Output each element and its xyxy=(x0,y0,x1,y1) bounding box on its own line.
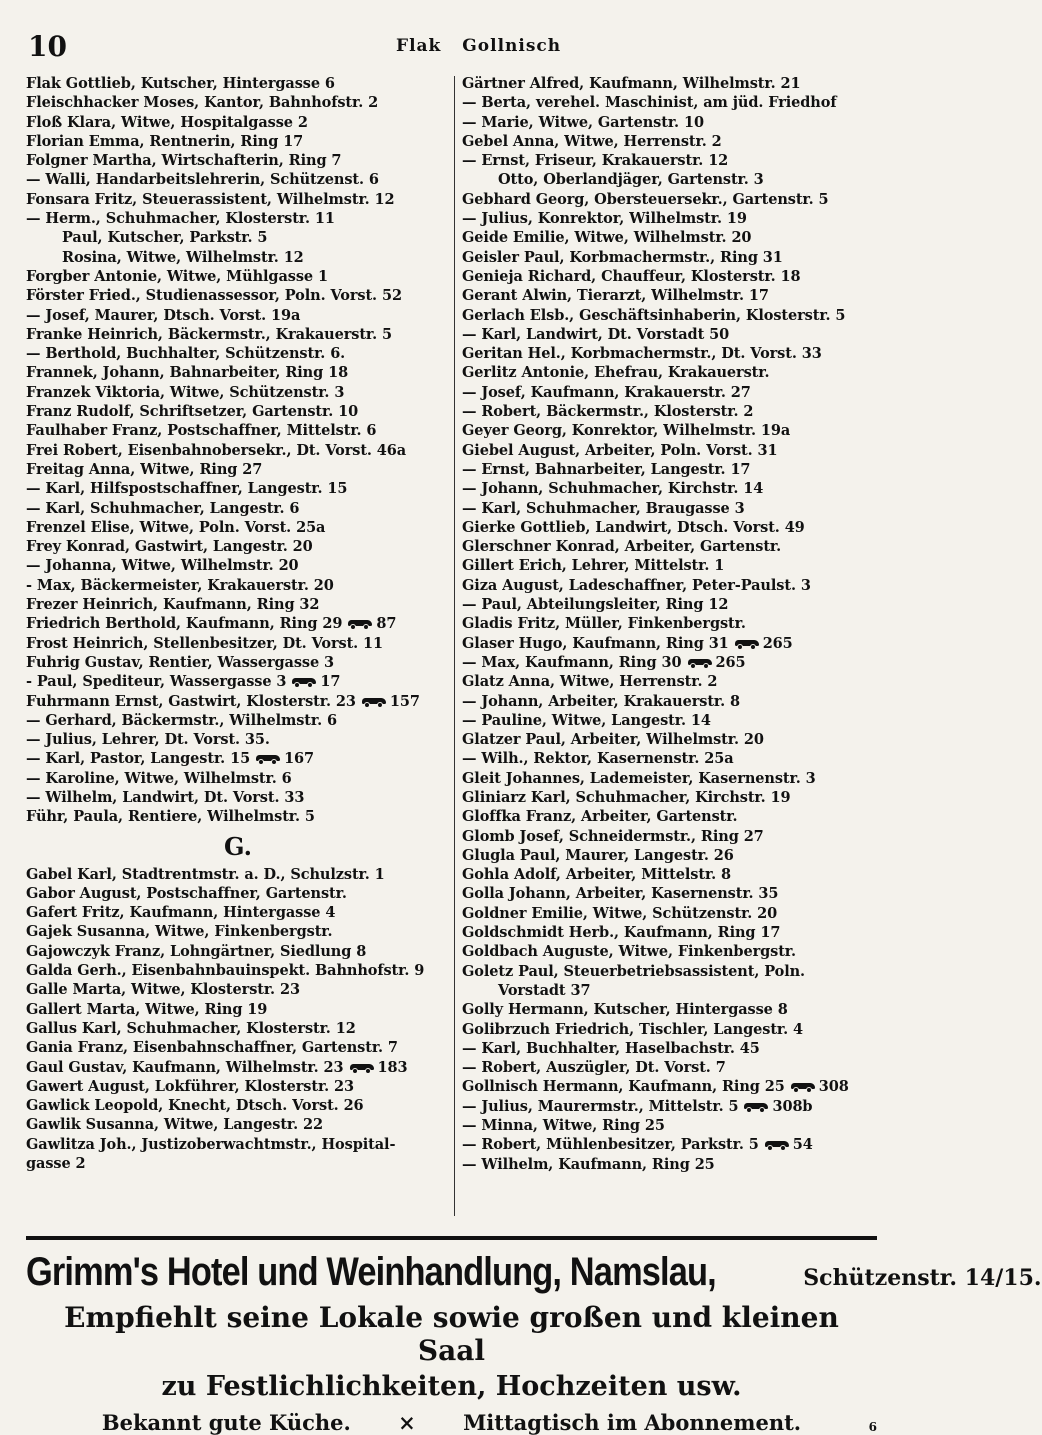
directory-entry xyxy=(462,769,882,788)
directory-entry xyxy=(462,672,882,691)
directory-entry xyxy=(462,827,882,846)
guide-word-first: Flak xyxy=(396,36,442,56)
car-telephone-icon xyxy=(791,1081,815,1092)
directory-entry xyxy=(26,460,450,479)
entry-text: Franke Heinrich, Bäckermstr., Krakauerstr. 5 xyxy=(26,325,393,343)
entry-text: — Karl, Schuhmacher, Langestr. 6 xyxy=(26,499,300,517)
directory-entry xyxy=(26,556,450,575)
entry-text: — Ernst, Friseur, Krakauerstr. 12 xyxy=(462,152,729,170)
entry-text: — Max, Kaufmann, Ring 30 xyxy=(462,653,682,671)
directory-entry xyxy=(462,170,882,189)
entry-text: — Minna, Witwe, Ring 25 xyxy=(462,1117,665,1135)
phone-number: 17 xyxy=(320,673,341,691)
entry-text: Gajowczyk Franz, Lohngärtner, Siedlung 8 xyxy=(26,942,367,960)
directory-entry xyxy=(462,923,882,942)
directory-entry xyxy=(26,807,450,826)
entry-text: — Pauline, Witwe, Langestr. 14 xyxy=(462,711,711,729)
entry-text: Gerlitz Antonie, Ehefrau, Krakauerstr. xyxy=(462,364,770,382)
entry-text: — Julius, Maurermstr., Mittelstr. 5 xyxy=(462,1097,739,1115)
directory-entry xyxy=(462,1039,882,1058)
directory-entry xyxy=(26,151,450,170)
entry-text: Führ, Paula, Rentiere, Wilhelmstr. 5 xyxy=(26,808,315,826)
entry-text: Gollnisch Hermann, Kaufmann, Ring 25 xyxy=(462,1078,785,1096)
entry-text: Gafert Fritz, Kaufmann, Hintergasse 4 xyxy=(26,904,336,922)
ad-offer-line: Empfiehlt seine Lokale sowie großen und kleinen Saal xyxy=(64,1301,839,1367)
entry-text: — Robert, Auszügler, Dt. Vorst. 7 xyxy=(462,1059,726,1077)
phone-number: 183 xyxy=(377,1058,408,1076)
entry-text: Gallus Karl, Schuhmacher, Klosterstr. 12 xyxy=(26,1019,356,1037)
entry-text: Geyer Georg, Konrektor, Wilhelmstr. 19a xyxy=(462,422,791,440)
entry-text: — Robert, Mühlenbesitzer, Parkstr. 5 xyxy=(462,1136,759,1154)
entry-text: Geritan Hel., Korbmachermstr., Dt. Vorst. 33 xyxy=(462,345,822,363)
car-telephone-icon xyxy=(362,696,386,707)
entry-text: Fleischhacker Moses, Kantor, Bahnhofstr. 2 xyxy=(26,94,379,112)
directory-entry xyxy=(26,306,450,325)
directory-entry xyxy=(462,807,882,826)
directory-entry xyxy=(462,981,882,1000)
directory-entry xyxy=(26,614,450,633)
directory-entry xyxy=(26,1058,450,1077)
advertisement xyxy=(26,1236,1042,1435)
directory-entry xyxy=(26,653,450,672)
phone-number: 167 xyxy=(284,750,315,768)
directory-entry xyxy=(462,267,882,286)
entry-text: Gawert August, Lokführer, Klosterstr. 23 xyxy=(26,1077,355,1095)
entry-text: Gebhard Georg, Obersteuersekr., Gartenstr. 5 xyxy=(462,190,829,208)
directory-entry xyxy=(26,942,450,961)
directory-entry xyxy=(26,1019,450,1038)
directory-entry xyxy=(462,1020,882,1039)
directory-entry xyxy=(462,344,882,363)
entry-text: Gabel Karl, Stadtrentmstr. a. D., Schulzstr. 1 xyxy=(26,865,385,883)
ad-corner-mark: 6 xyxy=(868,1420,877,1434)
directory-entry xyxy=(26,228,450,247)
car-telephone-icon xyxy=(744,1101,768,1112)
entry-text: Faulhaber Franz, Postschaffner, Mittelstr. 6 xyxy=(26,422,377,440)
entry-text: Gania Franz, Eisenbahnschaffner, Gartenstr. 7 xyxy=(26,1039,398,1057)
car-telephone-icon xyxy=(348,618,372,629)
directory-entry xyxy=(26,170,450,189)
entry-text: Gawlick Leopold, Knecht, Dtsch. Vorst. 26 xyxy=(26,1097,364,1115)
page-number: 10 xyxy=(28,30,67,63)
directory-entry xyxy=(462,846,882,865)
entry-text: Golly Hermann, Kutscher, Hintergasse 8 xyxy=(462,1001,788,1019)
entry-text: Gladis Fritz, Müller, Finkenbergstr. xyxy=(462,615,746,633)
entry-text: Frezer Heinrich, Kaufmann, Ring 32 xyxy=(26,596,320,614)
phone-number: 265 xyxy=(715,653,746,671)
directory-entry xyxy=(462,884,882,903)
directory-entry xyxy=(26,692,450,711)
directory-entry xyxy=(26,1115,450,1134)
entry-text: Gerant Alwin, Tierarzt, Wilhelmstr. 17 xyxy=(462,287,769,305)
directory-entry xyxy=(462,653,882,672)
directory-entry xyxy=(462,479,882,498)
entry-text: Frey Konrad, Gastwirt, Langestr. 20 xyxy=(26,538,313,556)
entry-text: Floß Klara, Witwe, Hospitalgasse 2 xyxy=(26,113,308,131)
phone-number: 308b xyxy=(772,1097,813,1115)
directory-entry xyxy=(26,672,450,691)
directory-entry xyxy=(462,749,882,768)
directory-entry xyxy=(462,576,882,595)
entry-text: Gaul Gustav, Kaufmann, Wilhelmstr. 23 xyxy=(26,1058,344,1076)
entry-text: Glerschner Konrad, Arbeiter, Gartenstr. xyxy=(462,538,782,556)
entry-text: Gabor August, Postschaffner, Gartenstr. xyxy=(26,884,347,902)
entry-text: Genieja Richard, Chauffeur, Klosterstr. 18 xyxy=(462,267,801,285)
directory-entry xyxy=(26,248,450,267)
directory-entry xyxy=(462,1135,882,1154)
directory-entry xyxy=(26,1038,450,1057)
entry-text: — Josef, Maurer, Dtsch. Vorst. 19a xyxy=(26,306,301,324)
directory-entry xyxy=(26,769,450,788)
directory-entry xyxy=(462,1000,882,1019)
entry-text: Goldbach Auguste, Witwe, Finkenbergstr. xyxy=(462,943,796,961)
entry-text: Folgner Martha, Wirtschafterin, Ring 7 xyxy=(26,152,342,170)
directory-entry xyxy=(26,190,450,209)
directory-entry xyxy=(26,132,450,151)
directory-entry xyxy=(462,209,882,228)
directory-entry xyxy=(462,93,882,112)
entry-text: — Berta, verehel. Maschinist, am jüd. Friedhof xyxy=(462,94,837,112)
entry-text: Frost Heinrich, Stellenbesitzer, Dt. Vorst. 11 xyxy=(26,634,384,652)
directory-entry xyxy=(462,537,882,556)
directory-entry xyxy=(462,228,882,247)
entry-text: Gliniarz Karl, Schuhmacher, Kirchstr. 19 xyxy=(462,788,791,806)
directory-entry xyxy=(462,113,882,132)
car-telephone-icon xyxy=(350,1062,374,1073)
entry-text: Franz Rudolf, Schriftsetzer, Gartenstr. 10 xyxy=(26,403,359,421)
entry-text: — Wilhelm, Kaufmann, Ring 25 xyxy=(462,1155,715,1173)
ad-title: Grimm's Hotel und Weinhandlung, Namslau, xyxy=(26,1250,716,1294)
car-telephone-icon xyxy=(292,676,316,687)
directory-entry xyxy=(26,1096,450,1115)
directory-entry xyxy=(462,730,882,749)
entry-text: Galda Gerh., Eisenbahnbauinspekt. Bahnhofstr. 9 xyxy=(26,962,425,980)
directory-entry xyxy=(26,1000,450,1019)
entry-text: — Ernst, Bahnarbeiter, Langestr. 17 xyxy=(462,460,751,478)
entry-text: Franzek Viktoria, Witwe, Schützenstr. 3 xyxy=(26,383,345,401)
entry-text: Paul, Kutscher, Parkstr. 5 xyxy=(62,229,268,247)
entry-text: — Berthold, Buchhalter, Schützenstr. 6. xyxy=(26,345,346,363)
directory-entry xyxy=(26,788,450,807)
directory-entry xyxy=(462,248,882,267)
directory-entry xyxy=(462,634,882,653)
directory-entry xyxy=(26,1135,450,1154)
directory-entry xyxy=(26,595,450,614)
entry-text: Flak Gottlieb, Kutscher, Hintergasse 6 xyxy=(26,75,335,92)
directory-entry xyxy=(26,749,450,768)
directory-entry xyxy=(26,421,450,440)
entry-text: — Herm., Schuhmacher, Klosterstr. 11 xyxy=(26,210,335,228)
phone-number: 87 xyxy=(376,615,397,633)
directory-entry xyxy=(26,325,450,344)
entry-text: Gärtner Alfred, Kaufmann, Wilhelmstr. 21 xyxy=(462,75,801,92)
directory-entry xyxy=(462,306,882,325)
entry-text: — Karl, Hilfspostschaffner, Langestr. 15 xyxy=(26,480,348,498)
directory-entry xyxy=(462,904,882,923)
column-divider xyxy=(454,76,455,1216)
entry-text: Gebel Anna, Witwe, Herrenstr. 2 xyxy=(462,132,722,150)
entry-text: Gajek Susanna, Witwe, Finkenbergstr. xyxy=(26,923,333,941)
directory-entry xyxy=(462,1097,882,1116)
ad-occasions-line: zu Festlichlichkeiten, Hochzeiten usw. xyxy=(161,1371,742,1402)
directory-entry xyxy=(462,1077,882,1096)
running-head xyxy=(396,36,561,56)
phone-number: 157 xyxy=(389,692,420,710)
entry-text: Glaser Hugo, Kaufmann, Ring 31 xyxy=(462,634,729,652)
phone-number: 265 xyxy=(762,634,793,652)
phone-number: 54 xyxy=(792,1136,813,1154)
entry-text: Golibrzuch Friedrich, Tischler, Langestr. 4 xyxy=(462,1020,804,1038)
directory-entry xyxy=(26,884,450,903)
entry-text: gasse 2 xyxy=(26,1155,86,1173)
directory-entry xyxy=(462,421,882,440)
entry-text: — Julius, Konrektor, Wilhelmstr. 19 xyxy=(462,210,747,228)
entry-text: — Karoline, Witwe, Wilhelmstr. 6 xyxy=(26,769,292,787)
directory-entry xyxy=(26,363,450,382)
entry-text: Golla Johann, Arbeiter, Kasernenstr. 35 xyxy=(462,885,779,903)
entry-text: — Karl, Schuhmacher, Braugasse 3 xyxy=(462,499,745,517)
entry-text: — Karl, Pastor, Langestr. 15 xyxy=(26,750,251,768)
entry-text: — Karl, Buchhalter, Haselbachstr. 45 xyxy=(462,1039,760,1057)
directory-entry xyxy=(462,711,882,730)
section-letter: G. xyxy=(224,831,252,861)
entry-text: Goletz Paul, Steuerbetriebsassistent, Poln. xyxy=(462,962,805,980)
entry-text: Gierke Gottlieb, Landwirt, Dtsch. Vorst. 49 xyxy=(462,518,805,536)
directory-entry xyxy=(26,922,450,941)
directory-entry xyxy=(26,383,450,402)
phone-number: 308 xyxy=(818,1078,849,1096)
directory-entry xyxy=(26,730,450,749)
entry-text: Gloffka Franz, Arbeiter, Gartenstr. xyxy=(462,808,738,826)
entry-text: Frenzel Elise, Witwe, Poln. Vorst. 25a xyxy=(26,518,326,536)
directory-entry xyxy=(462,363,882,382)
ad-kitchen-note: Bekannt gute Küche. xyxy=(101,1410,351,1435)
entry-text: Förster Fried., Studienassessor, Poln. Vorst. 52 xyxy=(26,287,402,305)
entry-text: — Paul, Abteilungsleiter, Ring 12 xyxy=(462,596,729,614)
entry-text: — Wilh., Rektor, Kasernenstr. 25a xyxy=(462,750,734,768)
entry-text: - Paul, Spediteur, Wassergasse 3 xyxy=(26,673,287,691)
directory-entry xyxy=(462,190,882,209)
entry-text: Gawlitza Joh., Justizoberwachtmstr., Hospital- xyxy=(26,1135,396,1153)
entry-text: — Gerhard, Bäckermstr., Wilhelmstr. 6 xyxy=(26,711,337,729)
directory-entry xyxy=(462,1155,882,1174)
directory-entry xyxy=(462,556,882,575)
directory-entry xyxy=(26,1154,450,1173)
entry-text: Goldner Emilie, Witwe, Schützenstr. 20 xyxy=(462,904,778,922)
entry-text: Gleit Johannes, Lademeister, Kasernenstr. 3 xyxy=(462,769,816,787)
directory-entry xyxy=(26,267,450,286)
directory-entry xyxy=(462,1058,882,1077)
entry-text: Friedrich Berthold, Kaufmann, Ring 29 xyxy=(26,615,343,633)
entry-text: Geide Emilie, Witwe, Wilhelmstr. 20 xyxy=(462,229,752,247)
entry-text: Glugla Paul, Maurer, Langestr. 26 xyxy=(462,846,734,864)
directory-entry xyxy=(462,788,882,807)
entry-text: Giebel August, Arbeiter, Poln. Vorst. 31 xyxy=(462,441,778,459)
directory-entry xyxy=(26,634,450,653)
directory-entry xyxy=(462,460,882,479)
entry-text: Galle Marta, Witwe, Klosterstr. 23 xyxy=(26,981,300,999)
entry-text: — Wilhelm, Landwirt, Dt. Vorst. 33 xyxy=(26,788,305,806)
directory-entry xyxy=(26,537,450,556)
directory-entry xyxy=(26,74,450,93)
directory-entry xyxy=(26,711,450,730)
directory-entry xyxy=(462,74,882,93)
entry-text: — Julius, Lehrer, Dt. Vorst. 35. xyxy=(26,731,270,749)
entry-text: Goldschmidt Herb., Kaufmann, Ring 17 xyxy=(462,924,781,942)
directory-entry xyxy=(26,576,450,595)
entry-text: Gillert Erich, Lehrer, Mittelstr. 1 xyxy=(462,557,725,575)
entry-text: — Walli, Handarbeitslehrerin, Schützenst. 6 xyxy=(26,171,379,189)
guide-word-last: Gollnisch xyxy=(462,36,562,56)
directory-entry xyxy=(26,344,450,363)
car-telephone-icon xyxy=(735,638,759,649)
entry-text: Glatz Anna, Witwe, Herrenstr. 2 xyxy=(462,673,718,691)
entry-text: Frannek, Johann, Bahnarbeiter, Ring 18 xyxy=(26,364,349,382)
ad-footer-line xyxy=(26,1410,877,1435)
ad-title-line xyxy=(26,1250,1042,1295)
entry-text: Fuhrmann Ernst, Gastwirt, Klosterstr. 23 xyxy=(26,692,356,710)
entry-text: — Johanna, Witwe, Wilhelmstr. 20 xyxy=(26,557,299,575)
directory-entry xyxy=(26,903,450,922)
directory-entry xyxy=(462,402,882,421)
entry-text: Gawlik Susanna, Witwe, Langestr. 22 xyxy=(26,1116,324,1134)
directory-entry xyxy=(462,518,882,537)
ad-lunch-note: Mittagtisch im Abonnement. xyxy=(463,1410,802,1435)
directory-entry xyxy=(462,325,882,344)
entry-text: — Johann, Schuhmacher, Kirchstr. 14 xyxy=(462,480,764,498)
entry-text: Florian Emma, Rentnerin, Ring 17 xyxy=(26,132,304,150)
entry-text: - Max, Bäckermeister, Krakauerstr. 20 xyxy=(26,576,334,594)
directory-entry xyxy=(462,865,882,884)
directory-entry xyxy=(462,499,882,518)
entry-text: — Karl, Landwirt, Dt. Vorstadt 50 xyxy=(462,325,730,343)
directory-entry xyxy=(462,1116,882,1135)
directory-entry xyxy=(26,479,450,498)
directory-entry xyxy=(462,962,882,981)
entry-text: Geisler Paul, Korbmachermstr., Ring 31 xyxy=(462,248,783,266)
car-telephone-icon xyxy=(688,657,712,668)
directory-entry xyxy=(26,499,450,518)
entry-text: Glomb Josef, Schneidermstr., Ring 27 xyxy=(462,827,764,845)
entry-text: Freitag Anna, Witwe, Ring 27 xyxy=(26,460,263,478)
directory-entry xyxy=(26,286,450,305)
directory-entry xyxy=(26,961,450,980)
directory-entry xyxy=(26,113,450,132)
directory-entry xyxy=(462,132,882,151)
entry-text: — Robert, Bäckermstr., Klosterstr. 2 xyxy=(462,403,754,421)
directory-entry xyxy=(26,1077,450,1096)
directory-entry xyxy=(462,441,882,460)
directory-entry xyxy=(26,865,450,884)
entry-text: Forgber Antonie, Witwe, Mühlgasse 1 xyxy=(26,267,328,285)
directory-entry xyxy=(26,209,450,228)
directory-column-right xyxy=(462,74,882,1174)
entry-text: Frei Robert, Eisenbahnobersekr., Dt. Vorst. 46a xyxy=(26,441,407,459)
entry-text: — Johann, Arbeiter, Krakauerstr. 8 xyxy=(462,692,741,710)
directory-entry xyxy=(26,980,450,999)
directory-entry xyxy=(26,518,450,537)
entry-text: — Josef, Kaufmann, Krakauerstr. 27 xyxy=(462,383,751,401)
ad-separator: × xyxy=(398,1410,416,1435)
ad-address: Schützenstr. 14/15. xyxy=(803,1265,1042,1291)
entry-text: Fonsara Fritz, Steuerassistent, Wilhelmstr. 12 xyxy=(26,190,395,208)
entry-text: Otto, Oberlandjäger, Gartenstr. 3 xyxy=(498,171,764,189)
car-telephone-icon xyxy=(256,753,280,764)
directory-entry xyxy=(462,595,882,614)
directory-entry xyxy=(462,942,882,961)
car-telephone-icon xyxy=(765,1139,789,1150)
directory-entry xyxy=(462,151,882,170)
entry-text: Fuhrig Gustav, Rentier, Wassergasse 3 xyxy=(26,653,335,671)
directory-column-left xyxy=(26,74,450,1173)
directory-entry xyxy=(462,614,882,633)
directory-entry xyxy=(462,692,882,711)
directory-entry xyxy=(462,383,882,402)
entry-text: Rosina, Witwe, Wilhelmstr. 12 xyxy=(62,248,304,266)
directory-entry xyxy=(26,402,450,421)
entry-text: Giza August, Ladeschaffner, Peter-Paulst. 3 xyxy=(462,576,811,594)
entry-text: Gerlach Elsb., Geschäftsinhaberin, Klosterstr. 5 xyxy=(462,306,846,324)
directory-entry xyxy=(462,286,882,305)
entry-text: Gohla Adolf, Arbeiter, Mittelstr. 8 xyxy=(462,866,732,884)
entry-text: Glatzer Paul, Arbeiter, Wilhelmstr. 20 xyxy=(462,731,764,749)
entry-text: Gallert Marta, Witwe, Ring 19 xyxy=(26,1000,268,1018)
directory-entry xyxy=(26,93,450,112)
entry-text: — Marie, Witwe, Gartenstr. 10 xyxy=(462,113,704,131)
directory-entry xyxy=(26,441,450,460)
entry-text: Vorstadt 37 xyxy=(498,981,591,999)
